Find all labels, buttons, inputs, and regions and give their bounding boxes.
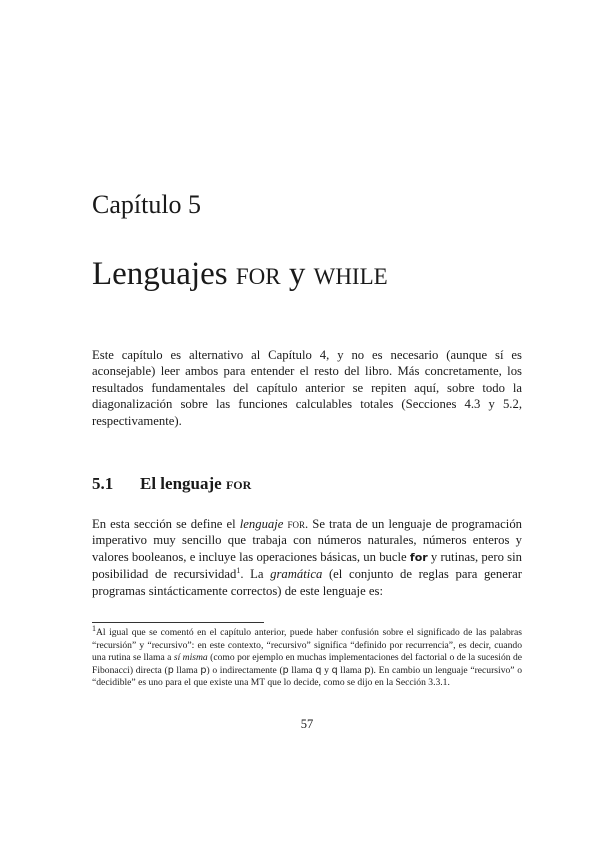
footnote-text: y — [321, 664, 332, 676]
footnote-code: q — [331, 664, 338, 676]
footnote-mark: 1 — [92, 623, 96, 633]
footnote-text: ) o indirectamente ( — [206, 664, 283, 676]
body-smallcaps: for — [287, 517, 306, 531]
body-text: y rutinas, pero sin posibilidad de recursividad — [92, 549, 522, 582]
footnote-code: p — [364, 664, 371, 676]
body-text: . La — [240, 567, 271, 582]
footnote-code: p — [282, 664, 289, 676]
footnote-ref[interactable]: 1 — [236, 565, 241, 575]
footnote-text: llama — [337, 664, 365, 676]
chapter-title-for: for — [235, 256, 281, 292]
footnote-code: p — [200, 664, 207, 676]
footnote-code: p — [167, 664, 174, 676]
chapter-title-while: while — [313, 256, 388, 292]
footnote-text: llama — [288, 664, 316, 676]
footnote — [92, 623, 523, 690]
intro-paragraph: Este capítulo es alternativo al Capítulo 4, y no es necesario (aunque sí es aconsejable) leer ambos para entender el resto del libro. Más concretamente, los resultados fundamentales del capítulo anterior se repiten aquí, sobre todo la diagonalización sobre las funciones calculables totales (Secciones 4.3 y 5.2, respectivamente). — [92, 348, 522, 428]
footnote-emphasis: sí misma — [173, 652, 208, 664]
chapter-title-and: y — [280, 256, 314, 292]
body-emphasis: lenguaje — [239, 517, 284, 531]
body-text: (el conjunto de reglas para generar programas sintácticamente correctos) de este lenguaje es: — [92, 567, 522, 598]
chapter-title — [92, 254, 388, 294]
body-text: En esta sección se define el — [92, 517, 240, 531]
section-title-for: for — [225, 474, 252, 493]
chapter-label: Capítulo 5 — [92, 190, 202, 219]
body-text: . Se trata de un lenguaje de programación imperativo muy sencillo que trabaja con números naturales, números enteros y valores booleanos, e incluye las operaciones básicas, un bucle — [92, 517, 523, 564]
footnote-text: (como por ejemplo en muchas implementaciones del factorial o de la sucesión de Fibonacci) directa ( — [92, 652, 523, 676]
page-number: 57 — [300, 717, 314, 731]
section-heading — [92, 473, 251, 495]
footnote-rule — [92, 622, 264, 623]
footnote-text: Al igual que se comentó en el capítulo anterior, puede haber confusión sobre el significado de las palabras “recursión” y “recursivo”: en este contexto, “recursivo” significa “definido por recurrencia”, es decir, cuando una rutina se llama a — [92, 627, 522, 664]
section-title: El lenguaje — [140, 474, 226, 493]
body-emphasis: gramática — [270, 567, 323, 582]
footnote-text: llama — [173, 664, 201, 676]
body-code: for — [409, 550, 428, 564]
footnote-text: ). En cambio un lenguaje “recursivo” o “decidible” es uno para el que existe una MT que lo decide, como se dijo en la Sección 3.3.1. — [92, 664, 523, 689]
section-number: 5.1 — [92, 474, 114, 493]
chapter-title-text: Lenguajes — [92, 256, 236, 292]
body-paragraph — [92, 516, 522, 599]
footnote-code: q — [315, 664, 322, 676]
